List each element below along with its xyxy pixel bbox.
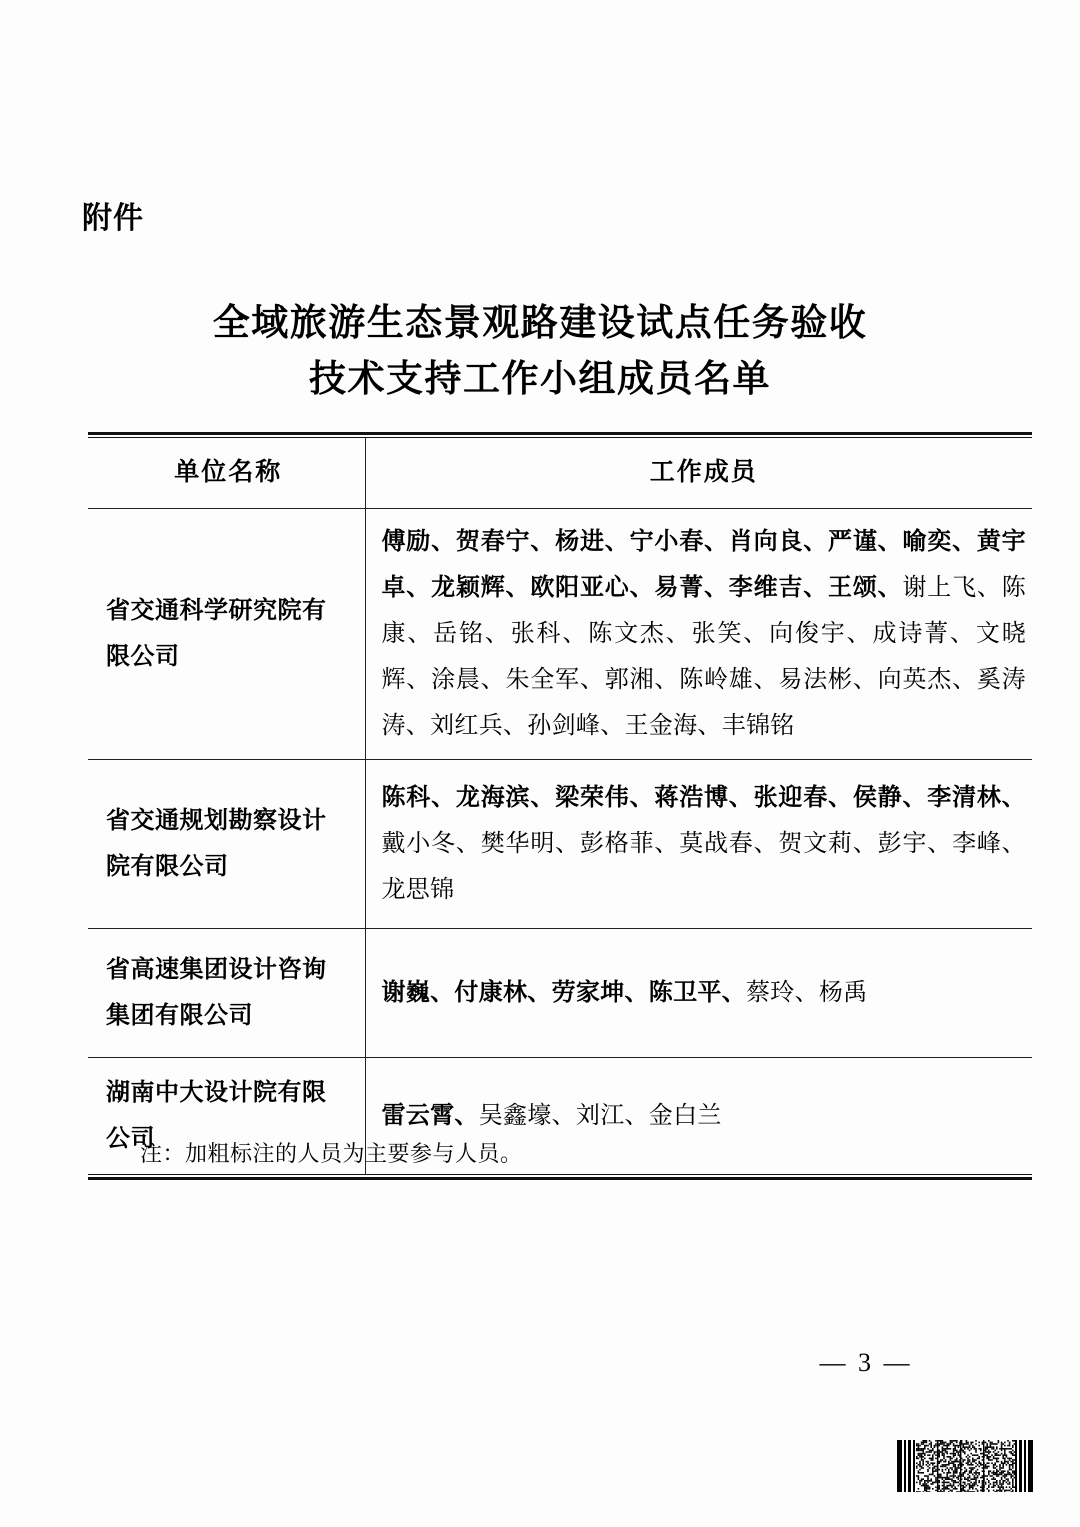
column-header-unit: 单位名称 bbox=[88, 438, 365, 509]
table-cell-members bbox=[365, 929, 1032, 1058]
member-list-secondary: 谢上飞、陈康、岳铭、张科、陈文杰、张笑、向俊宇、成诗菁、文晓辉、涂晨、朱全军、郭湘、陈岭雄、易法彬、向英杰、奚涛涛、刘红兵、孙剑峰、王金海、丰锦铭 bbox=[381, 575, 1026, 739]
title-line-2: 技术支持工作小组成员名单 bbox=[309, 359, 771, 400]
member-list-secondary: 戴小冬、樊华明、彭格菲、莫战春、贺文莉、彭宇、李峰、龙思锦 bbox=[381, 831, 1026, 903]
unit-name: 省高速集团设计咨询集团有限公司 bbox=[106, 957, 327, 1029]
roster-table-wrapper bbox=[88, 432, 1032, 1180]
attachment-label: 附件 bbox=[82, 201, 144, 236]
table-cell-members bbox=[365, 760, 1032, 929]
unit-name: 湖南中大设计院有限公司 bbox=[106, 1080, 327, 1152]
member-list bbox=[382, 519, 1027, 749]
table-cell-members bbox=[365, 509, 1032, 760]
barcode-2d bbox=[897, 1440, 1033, 1492]
member-list-secondary: 蔡玲、杨禹 bbox=[746, 980, 868, 1006]
table-footnote: 注：加粗标注的人员为主要参与人员。 bbox=[140, 1141, 523, 1166]
member-list-primary: 傅励、贺春宁、杨进、宁小春、肖向良、严谨、喻奕、黄宇卓、龙颖辉、欧阳亚心、易菁、李维吉、王颂、 bbox=[381, 529, 1026, 601]
table-cell-unit bbox=[88, 760, 365, 929]
roster-table bbox=[88, 438, 1032, 1174]
table-row bbox=[88, 760, 1032, 929]
member-list-primary: 谢巍、付康林、劳家坤、陈卫平、 bbox=[381, 980, 746, 1006]
table-header-row bbox=[88, 438, 1032, 509]
table-bottom-double-rule bbox=[88, 1174, 1032, 1180]
page-title bbox=[90, 296, 990, 408]
page-number bbox=[0, 1348, 1080, 1378]
table-row bbox=[88, 509, 1032, 760]
member-list bbox=[382, 1093, 1027, 1139]
title-line-1: 全域旅游生态景观路建设试点任务验收 bbox=[212, 303, 868, 344]
column-header-members: 工作成员 bbox=[365, 438, 1032, 509]
unit-name: 省交通规划勘察设计院有限公司 bbox=[106, 808, 327, 880]
member-list bbox=[382, 775, 1027, 913]
table-row bbox=[88, 929, 1032, 1058]
member-list bbox=[382, 970, 1027, 1016]
page-number-value: — 3 — bbox=[819, 1348, 913, 1377]
table-cell-unit bbox=[88, 929, 365, 1058]
member-list-primary: 陈科、龙海滨、梁荣伟、蒋浩博、张迎春、侯静、李清林、 bbox=[381, 785, 1026, 811]
unit-name: 省交通科学研究院有限公司 bbox=[106, 598, 327, 670]
member-list-secondary: 吴鑫壕、刘江、金白兰 bbox=[478, 1103, 722, 1129]
table-cell-unit bbox=[88, 509, 365, 760]
member-list-primary: 雷云霄、 bbox=[381, 1103, 479, 1129]
